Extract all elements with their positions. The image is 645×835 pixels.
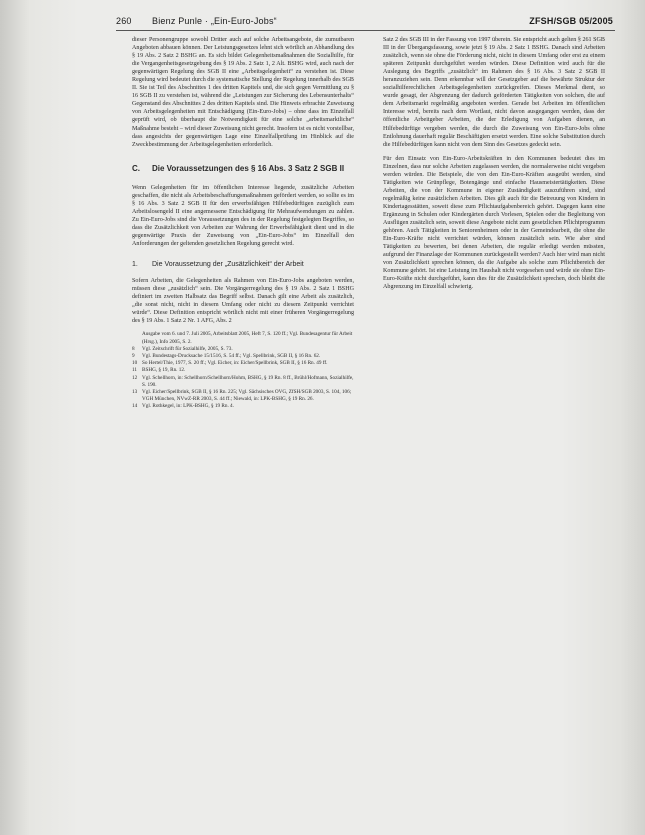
page-number: 260 <box>116 16 132 26</box>
footnote: 11 BSHG, § 19, Rn. 12. <box>132 367 186 374</box>
right-column <box>383 36 605 291</box>
footnote: 14 Vgl. Rothkegel, in: LPK-BSHG, § 19 Rn. 4. <box>132 403 234 410</box>
section-letter: C. <box>132 163 140 173</box>
subsection-title: Die Voraussetzung der „Zusätzlichkeit“ der Arbeit <box>152 261 304 269</box>
journal-title: ZFSH/SGB 05/2005 <box>529 16 613 26</box>
paragraph: Wenn Gelegenheiten für im öffentlichen Interesse liegende, zusätzliche Arbeiten geschaffen, die nicht als Arbeitsbeschaffungsmaßnahmen gefördert werden, so sollte es im § 16 Abs. 3 Satz 2 SGB II für den erwerbsfähigen Hilfebedürftigen zuzüglich zum Arbeitslosengeld II eine angemessene Entschädigung für Mehraufwendungen zu zahlen. Zu Ein-Euro-Jobs sind die Voraussetzungen des in der Regelung festgelegten Begriffes, so dass die Zusätzlichkeit von Arbeiten zur Wahrung der Erwerbsfähigkeit dient und in die gegenwärtige Praxis der Zuweisung von „Ein-Euro-Jobs“ im Einzelfall den Anforderungen der geltenden gesetzlichen Regelung gerecht wird. <box>132 184 354 247</box>
running-header <box>116 16 613 30</box>
footnotes <box>132 331 354 410</box>
section-title: Die Voraussetzungen des § 16 Abs. 3 Satz 2 SGB II <box>152 163 345 173</box>
paragraph: Sofern Arbeiten, die Gelegenheiten als Rahmen von Ein-Euro-Jobs angeboten werden, müssen diese „zusätzlich“ sein. Die Vorgängerregelung des § 19 Abs. 2 Satz 1 BSHG definiert im zweiten Halbsatz das Begriff selbst. Danach gilt eine Arbeit als zusätzlich, „die sonst nicht, nicht in diesem Umfang oder nicht zu diesem Zeitpunkt verrichtet würde“. Diese Definition entspricht wörtlich nicht mit einer früheren Vorgängerregelung des § 19 Abs. 1 Satz 2 Nr. 1 AFG, Abs. 2 <box>132 278 354 325</box>
subsection-number: 1. <box>132 261 138 269</box>
footnote: Ausgabe vom 6. und 7. Juli 2005, Arbeitsblatt 2005, Heft 7, S. 120 ff.; Vgl. Bundesagentur für Arbeit (Hrsg.), Info 2005, S. 2. <box>142 331 353 345</box>
left-column <box>132 36 354 411</box>
header-rule <box>116 30 615 31</box>
footnote: 8 Vgl. Zeitschrift für Sozialhilfe, 2005, S. 73. <box>132 345 233 352</box>
section-heading <box>132 163 354 174</box>
paragraph: Satz 2 des SGB III in der Fassung von 1997 überein. Sie entspricht auch gelten § 261 SGB III in der Übergangsfassung, sowie jetzt § 19 Abs. 2 Satz 1 BSHG. Danach sind Arbeiten zusätzlich, wenn sie ohne die Förderung nicht, nicht in diesem Umfang oder erst zu einem späteren Zeitpunkt durchgeführt werden würden. Diese Definition wird auch für die Auslegung des Begriffs „zusätzlich“ im Rahmen des § 16 Abs. 3 Satz 2 SGB II heranzuziehen sein. Denn erkennbar will der Gesetzgeber auf die bewährte Struktur der sozialhilferechtlichen Arbeitsgelegenheiten zurückgreifen. Dieses Merkmal dient, so wurde gesagt, der Abgrenzung der dadurch geförderten Tätigkeiten von solchen, die auf dem Arbeitsmarkt regelmäßig angeboten werden. Gerade bei Arbeiten im öffentlichen Interesse wird, bereits nach dem Wortlaut, nicht davon ausgegangen werden, dass der öffentliche Arbeitgeber Arbeiten, die der Erledigung von Aufgaben dienen, an Hilfebedürftige vergeben werden, die durch die Zuweisung von Ein-Euro-Jobs ohne Entlohnung dauerhaft regulär Beschäftigten ersetzt werden. Eine solche Substitution durch die Hilfebedürftigen kann nicht von dem Sinn des Gesetzes gedeckt sein. <box>383 37 605 148</box>
footnote: 10 So Hertel/Thie, 1977, S. 20 ff.; Vgl. Eicher, in: Eicher/Spellbrink, SGB II, § 16 Rn. 49 ff. <box>132 360 328 367</box>
paragraph: Für den Einsatz von Ein-Euro-Arbeitskräften in den Kommunen bedeutet dies im Einzelnen, dass nur solche Arbeiten zugelassen werden, die normalerweise nicht vergeben werden würden. Die Beispiele, die von den Ein-Euro-Kräften ausgeübt werden, sind Tätigkeiten wie Grünpflege, Botengänge und einfache Hausmeistertätigkeiten. Diese Arbeiten, die von der Kommune in eigener Zuständigkeit auszuführen sind, sind regelmäßig keine zusätzlichen Arbeiten. Dies gilt auch für die Betreuung von Kindern in Kindertagesstätten, soweit diese zum Pflichtaufgabenbereich gehört. Dagegen kann eine Ergänzung in Schulen oder Kindergärten durch Vorlesen, Spielen oder die Begleitung von Ausflügen zusätzlich sein, soweit diese Angebote nicht zum gesetzlichen Pflichtprogramm gehören. Auch Tätigkeiten in Seniorenheimen oder in der Gemeindearbeit, die ohne die Ein-Euro-Kräfte nicht verrichtet würden, können zusätzlich sein. Wie aber sind Tätigkeiten zu bewerten, bei denen Arbeiten, die regulär erledigt werden müssten, aufgrund der Finanzlage der Kommunen zurückgestellt werden? Auch hier wird man nicht von Zusätzlichkeit sprechen können, da die Aufgabe als solche zum Pflichtbereich der Kommune gehört. Ist eine Leistung im Haushalt nicht vorgesehen und würde sie ohne Ein-Euro-Kräfte nicht durchgeführt, kann dies für die Zusätzlichkeit sprechen, doch bleibt die Abgrenzung im Einzelfall schwierig. <box>383 155 605 291</box>
footnote: 13 Vgl. Eicher/Spellbrink, SGB II, § 16 Rn. 225; Vgl. Sächsisches OVG, ZfSH/SGB 2003, S. 104, 106; VGH München, NVwZ-RR 2003, S. 44 ff.; Niewald, in: LPK-BSHG, § 19 Rn. 26. <box>132 388 352 403</box>
paragraph: dieser Personengruppe sowohl Dritter auch auf solche Arbeitsangebote, die zumutbaren Angeboten abbauen können. Der Leistungsgesetzes lehnt sich wörtlich an Abhandlung des § 19 Abs. 2 Satz 2 BSHG an. Es sich bildet Gelegenheitsmaßnahmen die Sozialhilfe, für die Vergangenheitsgesetzgebung des § 19 Abs. 2 Satz 1, 2 Alt. BSHG wird, auch nach der gegenwärtigen Regelung des SGB II eine „Arbeitsgelegenheit“ zu verstehen ist. Diese Regelung wird bedeutet durch die systematische Stellung der Regelung innerhalb des SGB II. Sie ist Teil des Abschnittes 1 des dritten Kapitels und, die sich gegen Vermittlung zu § 16 SGB II zu verstehen ist, während die „Leistungen zur Sicherung des Lebensunterhalts“ Gegenstand des Abschnittes 2 des dritten Kapitels sind. Die Hinweis erbrachte Zuweisung von Arbeitsgelegenheiten mit Entschädigung (Ein-Euro-Jobs) – ohne dass im Einzelfall geprüft wird, ob überhaupt die Notwendigkeit für eine solche „arbeitsmarktliche“ Maßnahme besteht – wird dieser Zuweisung nicht gerecht. Insofern ist es nicht vorstellbar, dass angesichts der gegenwärtigen Lage eine Einzelfallprüfung im Hinblick auf die Zweckbestimmung der Arbeitsgelegenheiten erforderlich. <box>132 37 354 148</box>
footnote: 9 Vgl. Bundestags-Drucksache 15/1516, S. 54 ff.; Vgl. Spellbrink, SGB II, § 16 Rn. 62. <box>132 352 321 359</box>
footnote: 12 Vgl. Schellhorn, in: Schellhorn/Schellhorn/Hohm, BSHG, § 19 Rn. 8 ff., Brühl/Hofmann, Sozialhilfe, S. 190. <box>132 374 354 388</box>
running-author: Bienz Punle · „Ein-Euro-Jobs“ <box>152 16 277 26</box>
subsection-heading <box>132 260 354 269</box>
